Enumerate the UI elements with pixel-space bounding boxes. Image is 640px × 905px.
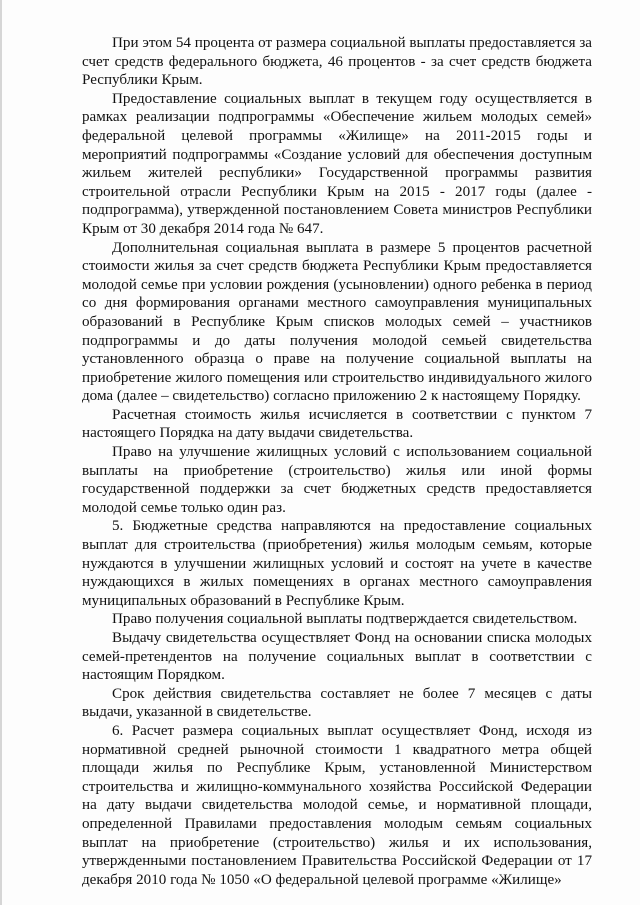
paragraph-5: Право на улучшение жилищных условий с использованием социальной выплаты на приобретение (строительство) жилья или иной формы государственной поддержки за счет бюджетных средств предоставляется молодой семье только один раз. <box>82 444 592 516</box>
scan-edge <box>0 0 2 905</box>
document-body <box>82 34 592 889</box>
paragraph-2: Предоставление социальных выплат в текущем году осуществляется в рамках реализации подпрограммы «Обеспечение жильем молодых семей» федеральной целевой программы «Жилище» на 2011-2015 годы и мероприятий подпрограммы «Создание условий для обеспечения доступным жильем жителей республики» Государственной программы развития строительной отрасли Республики Крым на 2015 - 2017 годы (далее - подпрограмма), утвержденной постановлением Совета министров Республики Крым от 30 декабря 2014 года № 647. <box>82 90 592 237</box>
paragraph-3: Дополнительная социальная выплата в размере 5 процентов расчетной стоимости жилья за счет средств бюджета Республики Крым предоставляется молодой семье при условии рождения (усыновлении) одного ребенка в период со дня формирования органами местного самоуправления муниципальных образований в Республике Крым списков молодых семей – участников подпрограммы и до даты получения молодой семьей свидетельства установленного образца о праве на получение социальной выплаты на приобретение жилого помещения или строительство индивидуального жилого дома (далее – свидетельство) согласно приложению 2 к настоящему Порядку. <box>82 239 592 405</box>
paragraph-10: 6. Расчет размера социальных выплат осуществляет Фонд, исходя из нормативной средней рыночной стоимости 1 квадратного метра общей площади жилья по Республике Крым, установленной Министерством строительства и жилищно-коммунального хозяйства Российской Федерации на дату выдачи свидетельства молодой семье, и нормативной площади, определенной Правилами предоставления молодым семьям социальных выплат на приобретение (строительство) жилья и их использования, утвержденными постановлением Правительства Российской Федерации от 17 декабря 2010 года № 1050 «О федеральной целевой программе «Жилище» <box>82 722 592 888</box>
paragraph-7: Право получения социальной выплаты подтверждается свидетельством. <box>112 611 578 628</box>
paragraph-1: При этом 54 процента от размера социальной выплаты предоставляется за счет средств федерального бюджета, 46 процентов - за счет средств бюджета Республики Крым. <box>82 35 592 89</box>
paragraph-6: 5. Бюджетные средства направляются на предоставление социальных выплат для строительства (приобретения) жилья молодым семьям, которые нуждаются в улучшении жилищных условий и состоят на учете в качестве нуждающихся в жилых помещениях в органах местного самоуправления муниципальных образований в Республике Крым. <box>82 518 592 609</box>
paragraph-8: Выдачу свидетельства осуществляет Фонд на основании списка молодых семей-претендентов на получение социальных выплат в соответствии с настоящим Порядком. <box>82 630 592 684</box>
paragraph-4: Расчетная стоимость жилья исчисляется в соответствии с пунктом 7 настоящего Порядка на дату выдачи свидетельства. <box>82 406 592 442</box>
paragraph-9: Срок действия свидетельства составляет не более 7 месяцев с даты выдачи, указанной в свидетельстве. <box>82 685 592 721</box>
